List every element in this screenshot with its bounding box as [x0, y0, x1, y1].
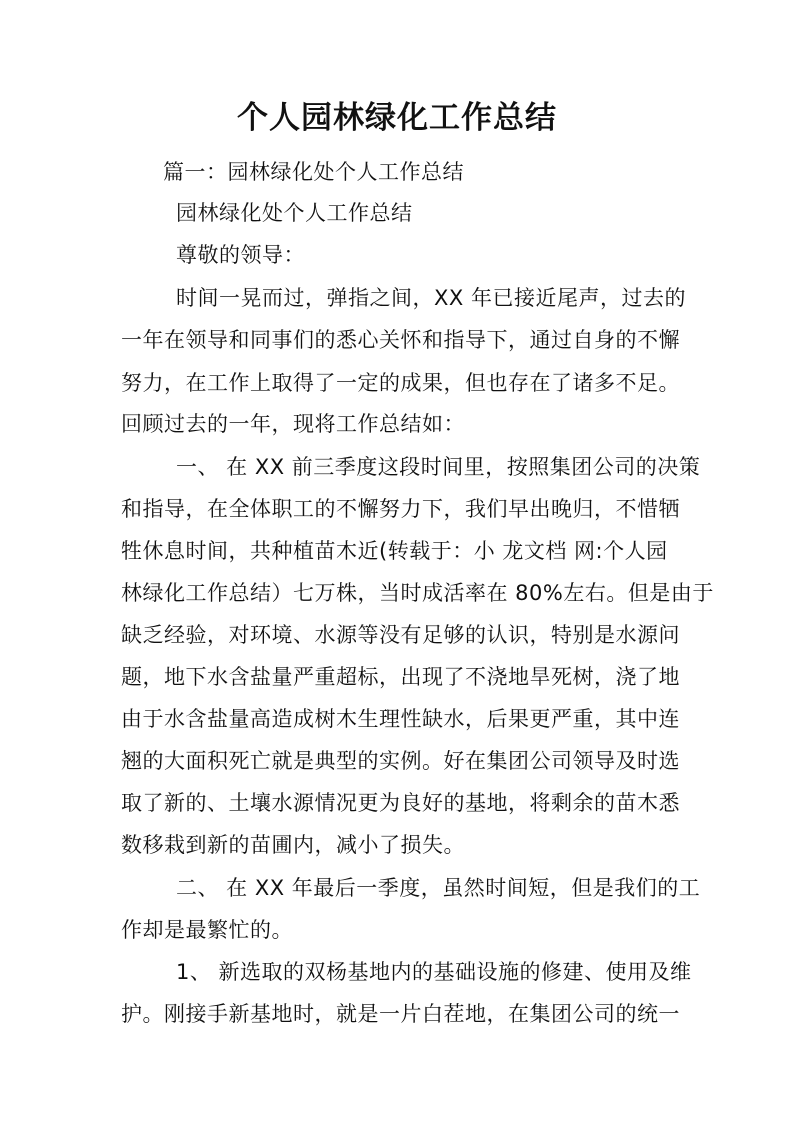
paragraph-line: 护。刚接手新基地时，就是一片白茬地，在集团公司的统一 [121, 1002, 680, 1026]
paragraph-line: 牲休息时间，共种植苗木近(转载于：小 龙文档 网:个人园 [121, 539, 668, 563]
salutation-line: 尊敬的领导： [176, 243, 305, 267]
paragraph-line: 题，地下水含盐量严重超标，出现了不浇地旱死树，浇了地 [121, 665, 680, 689]
paragraph-line: 数移栽到新的苗圃内，减小了损失。 [121, 833, 465, 857]
paragraph-line: 二、 在 XX 年最后一季度，虽然时间短，但是我们的工 [176, 876, 701, 900]
document-title: 个人园林绿化工作总结 [237, 100, 557, 136]
paragraph-line: 作却是最繁忙的。 [121, 918, 293, 942]
paragraph-line: 一、 在 XX 前三季度这段时间里，按照集团公司的决策 [176, 455, 701, 479]
paragraph-line: 努力，在工作上取得了一定的成果，但也存在了诸多不足。 [121, 371, 680, 395]
paragraph-line: 缺乏经验，对环境、水源等没有足够的认识，特别是水源问 [121, 623, 680, 647]
section-heading: 篇一：园林绿化处个人工作总结 [163, 160, 464, 184]
paragraph-line: 时间一晃而过，弹指之间，XX 年已接近尾声，过去的 [176, 286, 686, 310]
paragraph-line: 林绿化工作总结）七万株，当时成活率在 80%左右。但是由于 [121, 581, 714, 605]
subtitle-line: 园林绿化处个人工作总结 [176, 201, 413, 225]
paragraph-line: 由于水含盐量高造成树木生理性缺水，后果更严重，其中连 [121, 707, 680, 731]
paragraph-line: 1、 新选取的双杨基地内的基础设施的修建、使用及维 [176, 960, 692, 984]
paragraph-line: 和指导，在全体职工的不懈努力下，我们早出晚归，不惜牺 [121, 497, 680, 521]
paragraph-line: 翘的大面积死亡就是典型的实例。好在集团公司领导及时选 [121, 749, 680, 773]
paragraph-line: 一年在领导和同事们的悉心关怀和指导下，通过自身的不懈 [121, 328, 680, 352]
paragraph-line: 回顾过去的一年，现将工作总结如： [121, 412, 465, 436]
paragraph-line: 取了新的、土壤水源情况更为良好的基地，将剩余的苗木悉 [121, 791, 680, 815]
